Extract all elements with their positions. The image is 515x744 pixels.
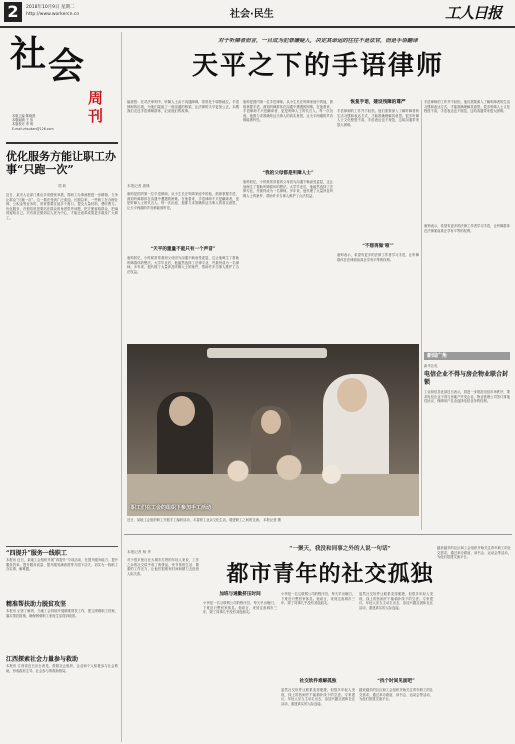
right-body: 手语律师的工作并不轻松。他们需要深入了解听障者的生活习惯和表达方式，才能准确理解其意思。很多听障人士文化程度不高，手语表达也不规范，这给沟通带来很大困难。 [424,100,510,114]
photo-craft-items [187,454,357,488]
editor-line: 本版主编 陈晓燕 [12,114,36,118]
feature-byline: 本报记者 唐姝 [127,184,150,188]
urban-body-4b: 越来越多的社区和工会组织开始关注青年职工的社交需求，通过举办联谊、读书会、运动会等活动，为他们搭建交流平台。 [437,546,511,560]
right-col-text [424,100,510,350]
feature-body-3: 手语律师的工作并不轻松。他们需要深入了解听障者的生活习惯和表达方式，才能准确理解其意思。很多听障人士文化程度不高，手语表达也不规范，这给沟通带来很大困难。 [337,109,419,127]
news-box-title: 新闻广角 [424,352,510,360]
brief-body-1: 本报讯 近日，某地工会组织开展“四提升”专项活动，在提升服务能力、提升服务效率、提升服务质量、提升服务满意度等方面下功夫，切实为一线职工办实事、解难题。 [6,558,118,572]
urban-body-2b: 小李是一名互联网公司的程序员，每天早出晚归，下班后只想回家休息。他坦言，来到这座城市三年，除了同事几乎没有其他朋友。 [281,592,355,606]
left-article [6,142,118,544]
brief-headline-2: 精准帮扶助力脱贫攻坚 [6,601,67,608]
masthead-char-2: 会 [48,45,85,87]
news-box [424,352,510,532]
photo-face-3 [337,378,367,412]
photo-lamp [207,348,327,358]
photo-face-2 [261,410,281,434]
masthead-editors [12,114,54,131]
paper-logo: 工人日报 [445,4,502,22]
news-intro: 新华社电 [424,364,438,368]
feature-kicker: 对于听障者而言，一旦成为犯罪嫌疑人，决定其命运的往往不是法官，而是手语翻译 [218,38,418,44]
feature-intro: 编者按：在司法审判中，听障人士由于沟通障碍，常常处于弱势地位。手语律师的出现，为他们架起了一座沟通的桥梁，让法律的天平更加公正。本期我们走近手语律师群体，记录他们的故事。 [127,100,239,114]
column-divider [121,32,122,742]
section-title: 社会·民生 [230,9,274,20]
feature-col-2 [243,100,333,340]
urban-col-1 [127,558,199,742]
feature-body-1: 唐帅是国内第一位手语律师。从小生长在听障家庭中的他，熟练掌握手语，深知听障群体在沟通中遭遇的困难。在他看来，手语律师不只是翻译者，更是听障人士的代言人。每一次出庭，他都力求准确传达当事人的真实意思，让天平两端的声音都能被听见。 [127,192,239,210]
left-briefs [6,546,118,742]
urban-subhead-2: 社交软件难解孤独 [299,679,337,684]
urban-col-2 [203,592,277,742]
editor-line: 本版校对 李 明 [12,122,34,127]
feature-subhead-1: “天平的重量不能只有一个声音” [150,247,216,252]
photo-face-1 [169,396,195,426]
urban-headline: 都市青年的社交孤独 [226,561,434,587]
masthead [6,32,118,140]
left-headline: 优化服务方能让职工办事“只跑一次” [6,150,116,176]
website-url[interactable]: http://www.workercn.cn [26,12,80,17]
feature-subhead-3: 恢复手语，建设残障的尊严 [350,100,406,105]
feature-col-1 [127,192,239,340]
news-headline: 电信企业不得与房企物业联合封锁 [424,371,509,386]
urban-col-4 [359,592,433,742]
photo-overlay-caption: 职工们在工会的组织下参加手工活动 [131,505,212,511]
page-number: 2 [4,2,22,22]
photo-caption: 近日，某地工会组织职工开展手工编织活动，丰富职工业余文化生活，增进职工之间的交流。 本报记者 摄 [127,518,281,522]
masthead-char-4: 刊 [88,107,104,125]
section-divider [124,534,512,535]
issue-date: 2018年10月9日 星期二 [26,5,75,10]
masthead-char-1: 社 [10,33,47,75]
feature-col-3 [337,100,419,340]
urban-col-3 [281,592,355,742]
editor-line: 本版编辑 王 伟 [12,118,34,123]
column-divider [421,100,422,530]
urban-body-1: 对于很多独自在大城市打拼的年轻人来说，工作之余的社交似乎成了奢侈品。快节奏的生活、繁重的工作压力，让他们很难有时间和精力去经营人际关系。 [127,558,199,576]
feature-body-1b: 唐帅是国内第一位手语律师。从小生长在听障家庭中的他，熟练掌握手语，深知听障群体在沟通中遭遇的困难。在他看来，手语律师不只是翻译者，更是听障人士的代言人。每一次出庭，他都力求准确传达当事人的真实意思，让天平两端的声音都能被听见。 [243,100,333,123]
urban-kicker: “一聚天，我没和同事之外的人说一句话” [289,546,391,552]
feature-subhead-4: “不想再做‘哑’” [362,244,394,249]
editor-line: E-mail:zhoukan@126.com [12,126,54,131]
brief-body-2: 本报讯 记者了解到，当地工会持续开展精准帮扶工作，建立困难职工档案，落实帮扶措施，确保困难职工家庭生活得到改善。 [6,609,118,618]
feature-body-2b: 唐帅回忆，小时候常常看到父母因为沟通不畅而受委屈，这让他萌生了帮助听障群体的想法。大学毕业后，他毅然选择了法律专业，并最终成为一名律师。多年来，他代理了大量涉及听障人士的案件，帮助许多当事人维护了合法权益。 [243,180,333,198]
page-header [0,0,515,28]
feature-body-2: 唐帅回忆，小时候常常看到父母因为沟通不畅而受委屈，这让他萌生了帮助听障群体的想法。大学毕业后，他毅然选择了法律专业，并最终成为一名律师。多年来，他代理了大量涉及听障人士的案件，帮助许多当事人维护了合法权益。 [127,256,239,274]
feature-headline: 天平之下的手语律师 [191,51,444,81]
urban-byline: 本报记者 杨 华 [127,550,151,554]
brief-headline-3: 江西探索社会力量参与救助 [6,656,79,663]
news-body: 工业和信息化部近日表示，将进一步规范电信市场秩序，要求电信企业不得与房地产开发企业、物业管理公司签订排他性协议，保障用户自由选择电信业务的权利。 [424,390,510,404]
urban-body-3b: 虽然社交软件让联系变得便捷，但很多年轻人发现，线上的热闹并不能填补线下的空虚。专家建议，年轻人应当主动走出去，参加兴趣社团和社区活动，重建真实的人际连接。 [359,592,433,610]
brief-body-3: 本报讯 江西省近日出台意见，鼓励社会组织、企业和个人积极参与社会救助，形成政府主导、社会参与的救助格局。 [6,664,118,673]
feature-body-4: 唐帅表示，希望有更多的法律工作者学习手语，让听障群体在法律面前真正享有平等的权利。 [337,253,419,262]
brief-headline-1: “四提升”服务一线职工 [6,550,67,557]
urban-body-2: 小李是一名互联网公司的程序员，每天早出晚归，下班后只想回家休息。他坦言，来到这座城市三年，除了同事几乎没有其他朋友。 [203,601,277,615]
urban-body-4: 越来越多的社区和工会组织开始关注青年职工的社交需求，通过举办联谊、读书会、运动会等活动，为他们搭建交流平台。 [359,688,433,702]
right-body-2: 唐帅表示，希望有更多的法律工作者学习手语，让听障群体在法律面前真正享有平等的权利。 [424,224,510,233]
urban-col-5 [437,546,511,742]
feature-photo [127,344,419,516]
urban-body-3: 虽然社交软件让联系变得便捷，但很多年轻人发现，线上的热闹并不能填补线下的空虚。专家建议，年轻人应当主动走出去，参加兴趣社团和社区活动，重建真实的人际连接。 [281,688,355,706]
left-byline: 郑 莉 [57,184,67,188]
masthead-char-3: 周 [88,89,104,107]
urban-subhead-1: 加班与通勤挤压时间 [219,592,261,597]
feature-subhead-2: “我的父母都是听障人士” [262,171,314,176]
left-body: 近日，某市人社部门推出多项便民举措，将职工办事流程进一步精简，力争让群众“只跑一次”。这一做法受到广泛欢迎。长期以来，一些职工在办理社保、公积金等业务时，常常需要往返多个窗口，提交大量材料，费时费力。优化服务，归根结底是要站在群众的角度思考问题，把方便留给群众，把麻烦留给自己。只有真正做到以人民为中心，才能让改革成果更多惠及广大职工。 [6,193,118,220]
urban-subhead-3: “找个时间见面吧” [377,679,415,684]
feature-intro-box [127,100,239,166]
